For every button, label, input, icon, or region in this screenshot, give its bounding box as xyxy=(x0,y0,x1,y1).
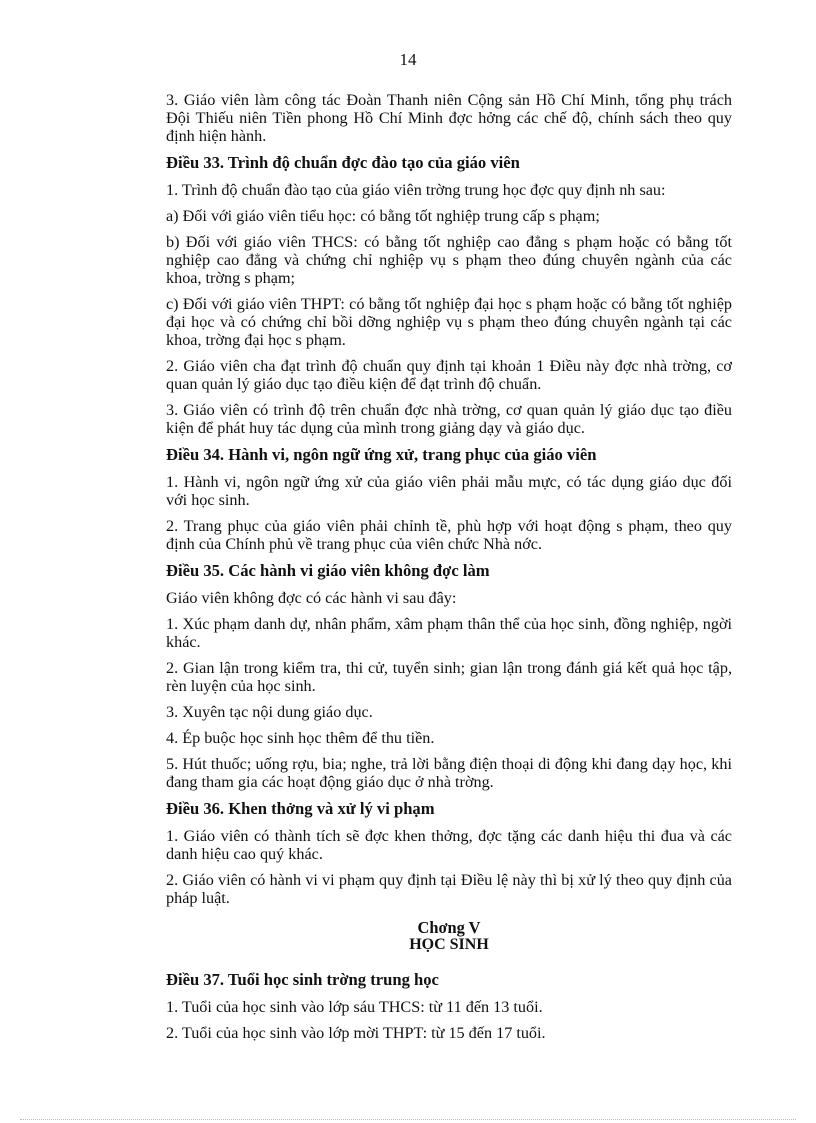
paragraph: 3. Giáo viên làm công tác Đoàn Thanh niên Cộng sản Hồ Chí Minh, tổng phụ trách Đội Thiếu niên Tiền phong Hồ Chí Minh đợc hởng các chế độ, chính sách theo quy định hiện hành. xyxy=(166,91,732,145)
page-content xyxy=(166,91,732,1050)
article-36-heading: Điều 36. Khen thởng và xử lý vi phạm xyxy=(166,799,435,818)
paragraph: 1. Hành vi, ngôn ngữ ứng xử của giáo viên phải mẫu mực, có tác dụng giáo dục đối với học sinh. xyxy=(166,473,732,509)
list-item: c) Đối với giáo viên THPT: có bằng tốt nghiệp đại học s phạm hoặc có bằng tốt nghiệp đại học và có chứng chỉ bồi dỡng nghiệp vụ s phạm theo đúng chuyên ngành tại các khoa, trờng đại học s phạm. xyxy=(166,295,732,349)
article-33-heading: Điều 33. Trình độ chuẩn đợc đào tạo của giáo viên xyxy=(166,153,520,172)
list-item: 2. Tuổi của học sinh vào lớp mời THPT: từ 15 đến 17 tuổi. xyxy=(166,1024,546,1042)
page-bottom-divider xyxy=(20,1119,796,1120)
paragraph: Giáo viên không đợc có các hành vi sau đây: xyxy=(166,589,457,607)
paragraph: 2. Trang phục của giáo viên phải chỉnh tề, phù hợp với hoạt động s phạm, theo quy định của Chính phủ về trang phục của viên chức Nhà nớc. xyxy=(166,517,732,553)
chapter-title: Chơng V xyxy=(417,918,481,937)
paragraph: 2. Giáo viên cha đạt trình độ chuẩn quy định tại khoản 1 Điều này đợc nhà trờng, cơ quan quản lý giáo dục tạo điều kiện để đạt trình độ chuẩn. xyxy=(166,357,732,393)
paragraph: 2. Giáo viên có hành vi vi phạm quy định tại Điều lệ này thì bị xử lý theo quy định của pháp luật. xyxy=(166,871,732,907)
list-item: a) Đối với giáo viên tiểu học: có bằng tốt nghiệp trung cấp s phạm; xyxy=(166,207,600,225)
chapter-subtitle: HỌC SINH xyxy=(409,936,489,953)
list-item: 4. Ép buộc học sinh học thêm để thu tiền. xyxy=(166,729,435,747)
list-item: 1. Tuổi của học sinh vào lớp sáu THCS: từ 11 đến 13 tuổi. xyxy=(166,998,543,1016)
list-item: 2. Gian lận trong kiểm tra, thi cử, tuyển sinh; gian lận trong đánh giá kết quả học tập, rèn luyện của học sinh. xyxy=(166,659,732,695)
paragraph: 1. Trình độ chuẩn đào tạo của giáo viên trờng trung học đợc quy định nh sau: xyxy=(166,181,666,199)
article-37-heading: Điều 37. Tuổi học sinh trờng trung học xyxy=(166,970,439,989)
page-number: 14 xyxy=(399,50,417,69)
list-item: 3. Xuyên tạc nội dung giáo dục. xyxy=(166,703,373,721)
list-item: 1. Xúc phạm danh dự, nhân phẩm, xâm phạm thân thể của học sinh, đồng nghiệp, ngời khác. xyxy=(166,615,732,651)
article-34-heading: Điều 34. Hành vi, ngôn ngữ ứng xử, trang phục của giáo viên xyxy=(166,445,597,464)
list-item: 5. Hút thuốc; uống rợu, bia; nghe, trả lời bằng điện thoại di động khi đang dạy học, khi đang tham gia các hoạt động giáo dục ở nhà trờng. xyxy=(166,755,732,791)
paragraph: 1. Giáo viên có thành tích sẽ đợc khen thởng, đợc tặng các danh hiệu thi đua và các danh hiệu cao quý khác. xyxy=(166,827,732,863)
paragraph: 3. Giáo viên có trình độ trên chuẩn đợc nhà trờng, cơ quan quản lý giáo dục tạo điều kiện để phát huy tác dụng của mình trong giảng dạy và giáo dục. xyxy=(166,401,732,437)
list-item: b) Đối với giáo viên THCS: có bằng tốt nghiệp cao đẳng s phạm hoặc có bằng tốt nghiệp cao đẳng và chứng chỉ nghiệp vụ s phạm theo đúng chuyên ngành của các khoa, trờng s phạm; xyxy=(166,233,732,287)
article-35-heading: Điều 35. Các hành vi giáo viên không đợc làm xyxy=(166,561,490,580)
